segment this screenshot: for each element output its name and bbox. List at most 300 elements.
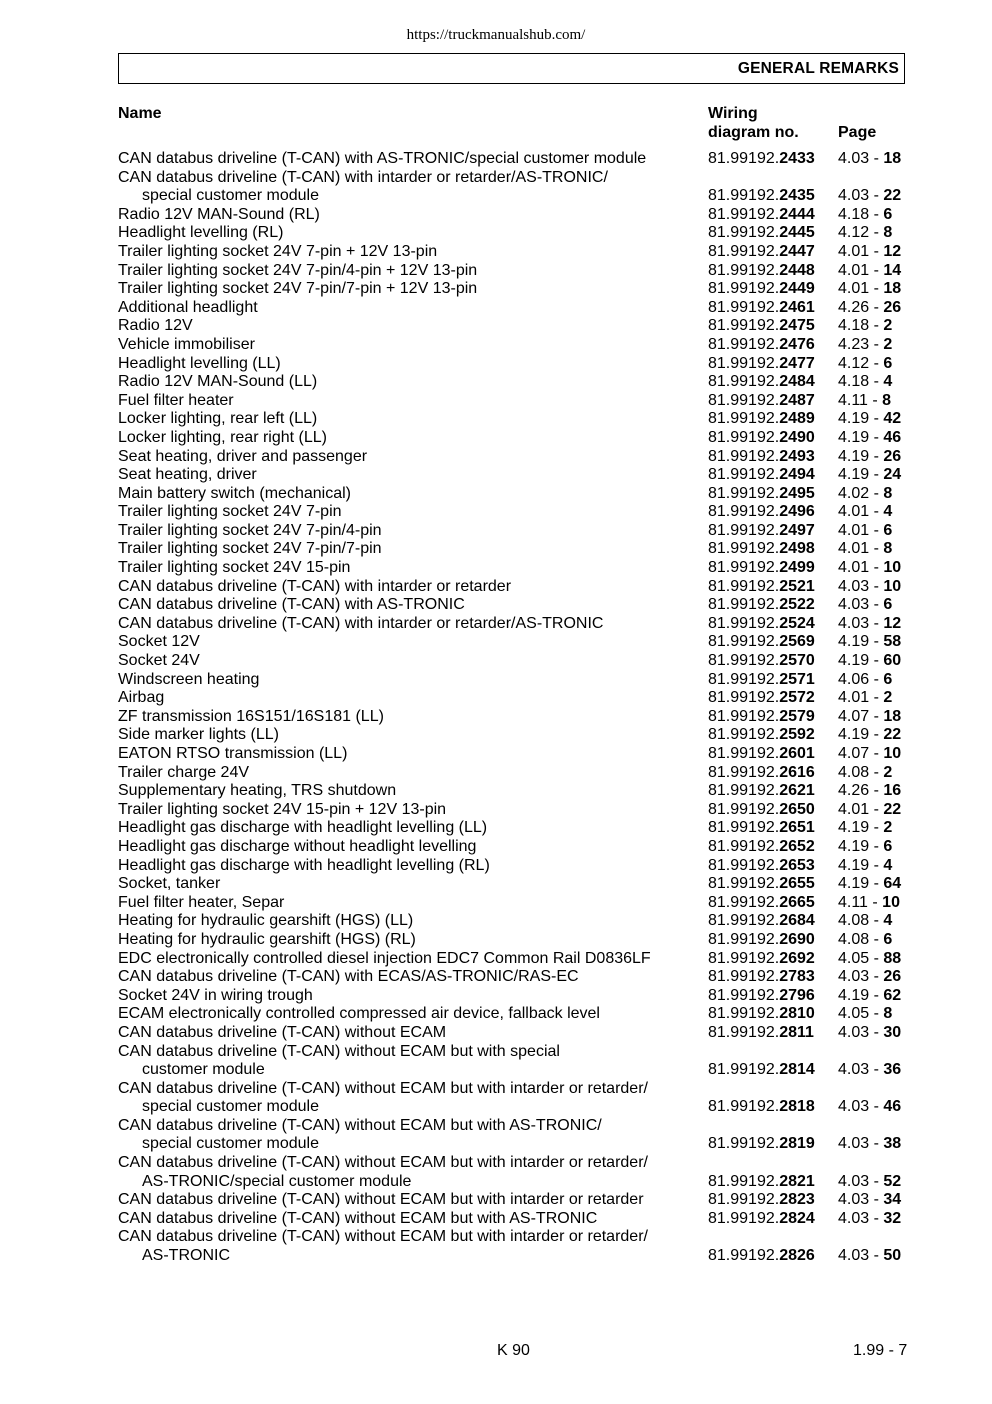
- index-row: [118, 1135, 908, 1154]
- diagram-prefix: 81.99192.: [708, 205, 780, 223]
- page-number: 4: [883, 912, 893, 930]
- wiring-diagram-number: [708, 633, 815, 652]
- diagram-prefix: 81.99192.: [708, 261, 780, 279]
- page-chapter: 4.18 -: [838, 317, 884, 335]
- diagram-prefix: 81.99192.: [708, 1135, 780, 1153]
- diagram-prefix: 81.99192.: [708, 298, 780, 316]
- diagram-prefix: 81.99192.: [708, 354, 780, 372]
- index-row: [118, 1173, 908, 1192]
- wiring-diagram-number: [708, 689, 815, 708]
- diagram-prefix: 81.99192.: [708, 224, 780, 242]
- page-reference: [838, 801, 901, 820]
- diagram-prefix: 81.99192.: [708, 1005, 780, 1023]
- page-reference: [838, 299, 901, 318]
- page-reference: [838, 262, 901, 281]
- page-reference: [838, 1210, 901, 1229]
- page-chapter: 4.23 -: [838, 335, 884, 353]
- diagram-suffix: 2489: [779, 410, 815, 428]
- diagram-prefix: 81.99192.: [708, 893, 780, 911]
- diagram-prefix: 81.99192.: [708, 1209, 780, 1227]
- diagram-suffix: 2814: [779, 1061, 815, 1079]
- page-reference: [838, 912, 892, 931]
- wiring-diagram-number: [708, 317, 815, 336]
- page-number: 4: [883, 503, 893, 521]
- page-chapter: 4.02 -: [838, 484, 884, 502]
- page-number: 34: [883, 1191, 902, 1209]
- footer-page-number: 1.99 - 7: [853, 1342, 908, 1359]
- page-number: 62: [883, 986, 902, 1004]
- index-row: [118, 1228, 908, 1247]
- page-reference: [838, 726, 901, 745]
- page-chapter: 4.03 -: [838, 1209, 884, 1227]
- wiring-diagram-number: [708, 150, 815, 169]
- entry-name: AS-TRONIC/special customer module: [142, 1172, 412, 1190]
- page-chapter: 4.03 -: [838, 1247, 884, 1265]
- page-reference: [838, 987, 901, 1006]
- entry-name: Socket 24V: [118, 652, 200, 670]
- index-row: [118, 782, 908, 801]
- entry-name: special customer module: [142, 187, 319, 205]
- entry-name: EATON RTSO transmission (LL): [118, 745, 348, 762]
- entry-name: special customer module: [142, 1135, 319, 1153]
- page-number: 46: [883, 1098, 902, 1116]
- column-header-page: Page: [838, 124, 877, 141]
- wiring-diagram-number: [708, 652, 815, 671]
- page-chapter: 4.26 -: [838, 298, 884, 316]
- page-chapter: 4.08 -: [838, 763, 884, 781]
- diagram-prefix: 81.99192.: [708, 800, 780, 818]
- index-row: [118, 1154, 908, 1173]
- entry-name: CAN databus driveline (T-CAN) without ECAM but with AS-TRONIC/: [118, 1116, 602, 1134]
- diagram-suffix: 2433: [779, 150, 815, 167]
- entry-name: Windscreen heating: [118, 670, 260, 688]
- diagram-suffix: 2475: [779, 317, 815, 335]
- page-chapter: 4.19 -: [838, 466, 884, 484]
- diagram-suffix: 2448: [779, 261, 815, 279]
- index-row: [118, 317, 908, 336]
- wiring-diagram-number: [708, 262, 815, 281]
- page-number: 4: [883, 856, 893, 874]
- page-chapter: 4.01 -: [838, 521, 884, 539]
- wiring-diagram-number: [708, 429, 815, 448]
- diagram-prefix: 81.99192.: [708, 782, 780, 800]
- page-number: 6: [883, 521, 893, 539]
- diagram-prefix: 81.99192.: [708, 968, 780, 986]
- entry-name: AS-TRONIC: [142, 1247, 230, 1265]
- index-row: [118, 206, 908, 225]
- index-row: [118, 950, 908, 969]
- page-reference: [838, 429, 901, 448]
- page-reference: [838, 782, 901, 801]
- page-reference: [838, 336, 892, 355]
- column-header-diagram-no: diagram no.: [708, 124, 799, 141]
- index-row: [118, 280, 908, 299]
- page-reference: [838, 578, 901, 597]
- index-row: [118, 522, 908, 541]
- entry-name: Socket 24V in wiring trough: [118, 986, 313, 1004]
- diagram-prefix: 81.99192.: [708, 484, 780, 502]
- diagram-suffix: 2592: [779, 726, 815, 744]
- page-reference: [838, 243, 901, 262]
- wiring-diagram-number: [708, 1024, 814, 1043]
- index-row: [118, 355, 908, 374]
- page-reference: [838, 819, 892, 838]
- page-reference: [838, 689, 892, 708]
- entry-name: Headlight gas discharge with headlight levelling (RL): [118, 856, 490, 874]
- diagram-suffix: 2461: [779, 298, 815, 316]
- diagram-suffix: 2821: [779, 1172, 815, 1190]
- entry-name: Trailer charge 24V: [118, 763, 250, 781]
- page-reference: [838, 559, 901, 578]
- diagram-suffix: 2810: [779, 1005, 815, 1023]
- page-chapter: 4.11 -: [838, 391, 883, 409]
- diagram-prefix: 81.99192.: [708, 707, 780, 725]
- wiring-diagram-number: [708, 987, 815, 1006]
- index-row: [118, 615, 908, 634]
- page-reference: [838, 280, 901, 299]
- index-row: [118, 987, 908, 1006]
- wiring-diagram-number: [708, 894, 815, 913]
- page-reference: [838, 708, 901, 727]
- entry-name: CAN databus driveline (T-CAN) with AS-TRONIC/special customer module: [118, 150, 647, 167]
- diagram-suffix: 2449: [779, 280, 815, 298]
- page-number: 10: [883, 745, 902, 762]
- wiring-diagram-number: [708, 466, 815, 485]
- diagram-prefix: 81.99192.: [708, 949, 780, 967]
- entry-name: CAN databus driveline (T-CAN) with intarder or retarder: [118, 577, 512, 595]
- entry-name: Trailer lighting socket 24V 7-pin/4-pin: [118, 521, 382, 539]
- diagram-suffix: 2487: [779, 391, 815, 409]
- index-row: [118, 652, 908, 671]
- wiring-diagram-number: [708, 243, 815, 262]
- page-reference: [838, 355, 892, 374]
- diagram-suffix: 2497: [779, 521, 815, 539]
- entry-name: CAN databus driveline (T-CAN) without ECAM: [118, 1023, 447, 1041]
- page-number: 26: [883, 968, 902, 986]
- page-chapter: 4.19 -: [838, 447, 884, 465]
- page-number: 2: [883, 317, 893, 335]
- page-number: 26: [883, 298, 902, 316]
- index-row: [118, 764, 908, 783]
- page-reference: [838, 150, 901, 169]
- page-number: 4: [883, 373, 893, 391]
- entry-name: Airbag: [118, 689, 165, 707]
- page-reference: [838, 671, 892, 690]
- index-row: [118, 1005, 908, 1024]
- diagram-suffix: 2447: [779, 242, 815, 260]
- entry-name: Radio 12V: [118, 317, 193, 335]
- wiring-diagram-index: [118, 150, 908, 1266]
- index-row: [118, 262, 908, 281]
- index-row: [118, 726, 908, 745]
- diagram-suffix: 2521: [779, 577, 815, 595]
- index-row: [118, 187, 908, 206]
- site-url: https://truckmanualshub.com/: [406, 27, 586, 43]
- page-chapter: 4.01 -: [838, 242, 884, 260]
- page-chapter: 4.19 -: [838, 837, 884, 855]
- diagram-suffix: 2570: [779, 652, 815, 670]
- diagram-prefix: 81.99192.: [708, 986, 780, 1004]
- diagram-prefix: 81.99192.: [708, 317, 780, 335]
- diagram-prefix: 81.99192.: [708, 410, 780, 428]
- diagram-prefix: 81.99192.: [708, 466, 780, 484]
- index-row: [118, 503, 908, 522]
- diagram-prefix: 81.99192.: [708, 521, 780, 539]
- diagram-suffix: 2824: [779, 1209, 815, 1227]
- index-row: [118, 410, 908, 429]
- diagram-prefix: 81.99192.: [708, 1023, 780, 1041]
- page-chapter: 4.26 -: [838, 782, 884, 800]
- index-row: [118, 912, 908, 931]
- entry-name: Radio 12V MAN-Sound (LL): [118, 373, 318, 391]
- wiring-diagram-number: [708, 522, 815, 541]
- page-chapter: 4.03 -: [838, 577, 884, 595]
- diagram-prefix: 81.99192.: [708, 652, 780, 670]
- diagram-prefix: 81.99192.: [708, 633, 780, 651]
- page-chapter: 4.08 -: [838, 930, 884, 948]
- entry-name: Socket, tanker: [118, 875, 221, 893]
- diagram-prefix: 81.99192.: [708, 577, 780, 595]
- entry-name: Heating for hydraulic gearshift (HGS) (LL): [118, 912, 414, 930]
- wiring-diagram-number: [708, 801, 815, 820]
- entry-name: CAN databus driveline (T-CAN) without ECAM but with special: [118, 1042, 560, 1060]
- diagram-suffix: 2692: [779, 949, 815, 967]
- diagram-prefix: 81.99192.: [708, 745, 780, 762]
- entry-name: Trailer lighting socket 24V 7-pin/4-pin + 12V 13-pin: [118, 261, 478, 279]
- page-number: 26: [883, 447, 902, 465]
- page-reference: [838, 1173, 901, 1192]
- index-row: [118, 448, 908, 467]
- entry-name: customer module: [142, 1061, 265, 1079]
- index-row: [118, 1117, 908, 1136]
- wiring-diagram-number: [708, 764, 815, 783]
- diagram-prefix: 81.99192.: [708, 447, 780, 465]
- wiring-diagram-number: [708, 1135, 815, 1154]
- wiring-diagram-number: [708, 299, 815, 318]
- page-number: 22: [883, 726, 902, 744]
- index-row: [118, 1247, 908, 1266]
- entry-name: CAN databus driveline (T-CAN) without ECAM but with intarder or retarder/: [118, 1079, 648, 1097]
- entry-name: Headlight gas discharge with headlight levelling (LL): [118, 819, 488, 837]
- diagram-prefix: 81.99192.: [708, 428, 780, 446]
- page-number: 38: [883, 1135, 902, 1153]
- page-number: 32: [883, 1209, 902, 1227]
- page-reference: [838, 522, 892, 541]
- page-reference: [838, 1005, 892, 1024]
- page-reference: [838, 206, 892, 225]
- entry-name: Fuel filter heater, Separ: [118, 893, 285, 911]
- page-chapter: 4.01 -: [838, 540, 884, 558]
- page-number: 2: [883, 689, 893, 707]
- entry-name: Seat heating, driver: [118, 466, 257, 484]
- entry-name: Locker lighting, rear left (LL): [118, 410, 318, 428]
- entry-name: Trailer lighting socket 24V 15-pin + 12V 13-pin: [118, 800, 447, 818]
- page-reference: [838, 373, 892, 392]
- index-row: [118, 1210, 908, 1229]
- diagram-prefix: 81.99192.: [708, 930, 780, 948]
- wiring-diagram-number: [708, 280, 815, 299]
- page-number: 10: [883, 577, 902, 595]
- entry-name: Headlight gas discharge without headlight levelling: [118, 837, 477, 855]
- diagram-suffix: 2571: [779, 670, 815, 688]
- page-reference: [838, 1098, 901, 1117]
- index-row: [118, 857, 908, 876]
- index-row: [118, 745, 908, 764]
- page-number: 8: [883, 224, 893, 242]
- page-number: 8: [883, 484, 893, 502]
- wiring-diagram-number: [708, 708, 815, 727]
- wiring-diagram-number: [708, 931, 815, 950]
- wiring-diagram-number: [708, 671, 815, 690]
- page-number: 10: [883, 559, 902, 577]
- entry-name: special customer module: [142, 1098, 319, 1116]
- index-row: [118, 968, 908, 987]
- wiring-diagram-number: [708, 1191, 815, 1210]
- entry-name: CAN databus driveline (T-CAN) without ECAM but with intarder or retarder: [118, 1191, 644, 1209]
- page-number: 6: [883, 205, 893, 223]
- index-row: [118, 1024, 908, 1043]
- diagram-prefix: 81.99192.: [708, 763, 780, 781]
- index-row: [118, 875, 908, 894]
- entry-name: Fuel filter heater: [118, 391, 234, 409]
- diagram-suffix: 2445: [779, 224, 815, 242]
- wiring-diagram-number: [708, 596, 815, 615]
- diagram-suffix: 2477: [779, 354, 815, 372]
- wiring-diagram-number: [708, 373, 815, 392]
- entry-name: CAN databus driveline (T-CAN) without ECAM but with intarder or retarder/: [118, 1228, 648, 1246]
- page-reference: [838, 615, 901, 634]
- page-number: 24: [883, 466, 902, 484]
- page-number: 6: [883, 837, 893, 855]
- index-row: [118, 373, 908, 392]
- entry-name: CAN databus driveline (T-CAN) with intarder or retarder/AS-TRONIC/: [118, 168, 608, 186]
- diagram-prefix: 81.99192.: [708, 280, 780, 298]
- index-row: [118, 801, 908, 820]
- page-chapter: 4.19 -: [838, 819, 884, 837]
- index-row: [118, 485, 908, 504]
- column-header-name: Name: [118, 105, 162, 122]
- page-chapter: 4.19 -: [838, 410, 884, 428]
- page-chapter: 4.03 -: [838, 1191, 884, 1209]
- page-chapter: 4.01 -: [838, 503, 884, 521]
- page-chapter: 4.19 -: [838, 633, 884, 651]
- wiring-diagram-number: [708, 578, 815, 597]
- diagram-prefix: 81.99192.: [708, 726, 780, 744]
- index-row: [118, 633, 908, 652]
- page-chapter: 4.03 -: [838, 1098, 884, 1116]
- column-header-wiring: Wiring: [708, 105, 758, 122]
- wiring-diagram-number: [708, 838, 815, 857]
- page-number: 12: [883, 614, 902, 632]
- diagram-prefix: 81.99192.: [708, 391, 780, 409]
- diagram-prefix: 81.99192.: [708, 1098, 780, 1116]
- page-number: 8: [883, 1005, 893, 1023]
- page-chapter: 4.07 -: [838, 745, 884, 762]
- wiring-diagram-number: [708, 187, 815, 206]
- index-row: [118, 894, 908, 913]
- diagram-suffix: 2524: [779, 614, 815, 632]
- page-reference: [838, 540, 892, 559]
- page-number: 10: [882, 893, 900, 911]
- index-row: [118, 819, 908, 838]
- page-reference: [838, 485, 892, 504]
- index-row: [118, 689, 908, 708]
- page-reference: [838, 931, 892, 950]
- diagram-suffix: 2621: [779, 782, 815, 800]
- entry-name: Trailer lighting socket 24V 7-pin/7-pin + 12V 13-pin: [118, 280, 478, 298]
- entry-name: Trailer lighting socket 24V 15-pin: [118, 559, 351, 577]
- page-reference: [838, 410, 901, 429]
- page-chapter: 4.03 -: [838, 614, 884, 632]
- diagram-suffix: 2652: [779, 837, 815, 855]
- diagram-prefix: 81.99192.: [708, 1247, 780, 1265]
- index-row: [118, 671, 908, 690]
- diagram-suffix: 2811: [779, 1023, 814, 1041]
- diagram-suffix: 2783: [779, 968, 815, 986]
- diagram-suffix: 2616: [779, 763, 815, 781]
- wiring-diagram-number: [708, 950, 815, 969]
- wiring-diagram-number: [708, 1173, 815, 1192]
- section-header-box: [118, 53, 905, 84]
- wiring-diagram-number: [708, 448, 815, 467]
- diagram-suffix: 2522: [779, 596, 815, 614]
- page-chapter: 4.03 -: [838, 596, 884, 614]
- entry-name: Locker lighting, rear right (LL): [118, 428, 327, 446]
- page-number: 36: [883, 1061, 902, 1079]
- wiring-diagram-number: [708, 1061, 815, 1080]
- diagram-suffix: 2495: [779, 484, 815, 502]
- footer-model-code: K 90: [497, 1342, 530, 1359]
- diagram-prefix: 81.99192.: [708, 875, 780, 893]
- entry-name: Socket 12V: [118, 633, 200, 651]
- page-chapter: 4.03 -: [838, 1172, 884, 1190]
- entry-name: ECAM electronically controlled compressed air device, fallback level: [118, 1005, 600, 1023]
- diagram-prefix: 81.99192.: [708, 187, 780, 205]
- diagram-suffix: 2493: [779, 447, 815, 465]
- diagram-suffix: 2569: [779, 633, 815, 651]
- wiring-diagram-number: [708, 912, 815, 931]
- page-chapter: 4.07 -: [838, 707, 884, 725]
- page-number: 22: [883, 187, 902, 205]
- page-number: 18: [883, 707, 902, 725]
- diagram-prefix: 81.99192.: [708, 242, 780, 260]
- entry-name: ZF transmission 16S151/16S181 (LL): [118, 707, 384, 725]
- page-number: 12: [883, 242, 902, 260]
- diagram-suffix: 2444: [779, 205, 815, 223]
- page-number: 18: [883, 280, 902, 298]
- index-row: [118, 169, 908, 188]
- diagram-suffix: 2823: [779, 1191, 815, 1209]
- diagram-suffix: 2601: [779, 745, 815, 762]
- wiring-diagram-number: [708, 392, 815, 411]
- index-row: [118, 1043, 908, 1062]
- entry-name: CAN databus driveline (T-CAN) without ECAM but with intarder or retarder/: [118, 1154, 648, 1172]
- page-chapter: 4.06 -: [838, 670, 884, 688]
- page-number: 58: [883, 633, 902, 651]
- page-chapter: 4.03 -: [838, 187, 884, 205]
- index-row: [118, 466, 908, 485]
- entry-name: Heating for hydraulic gearshift (HGS) (RL): [118, 930, 416, 948]
- wiring-diagram-number: [708, 503, 815, 522]
- page-chapter: 4.01 -: [838, 280, 884, 298]
- diagram-suffix: 2494: [779, 466, 815, 484]
- page-reference: [838, 652, 901, 671]
- page-reference: [838, 875, 901, 894]
- diagram-prefix: 81.99192.: [708, 837, 780, 855]
- entry-name: Additional headlight: [118, 298, 258, 316]
- page-number: 2: [883, 763, 893, 781]
- entry-name: EDC electronically controlled diesel injection EDC7 Common Rail D0836LF: [118, 949, 651, 967]
